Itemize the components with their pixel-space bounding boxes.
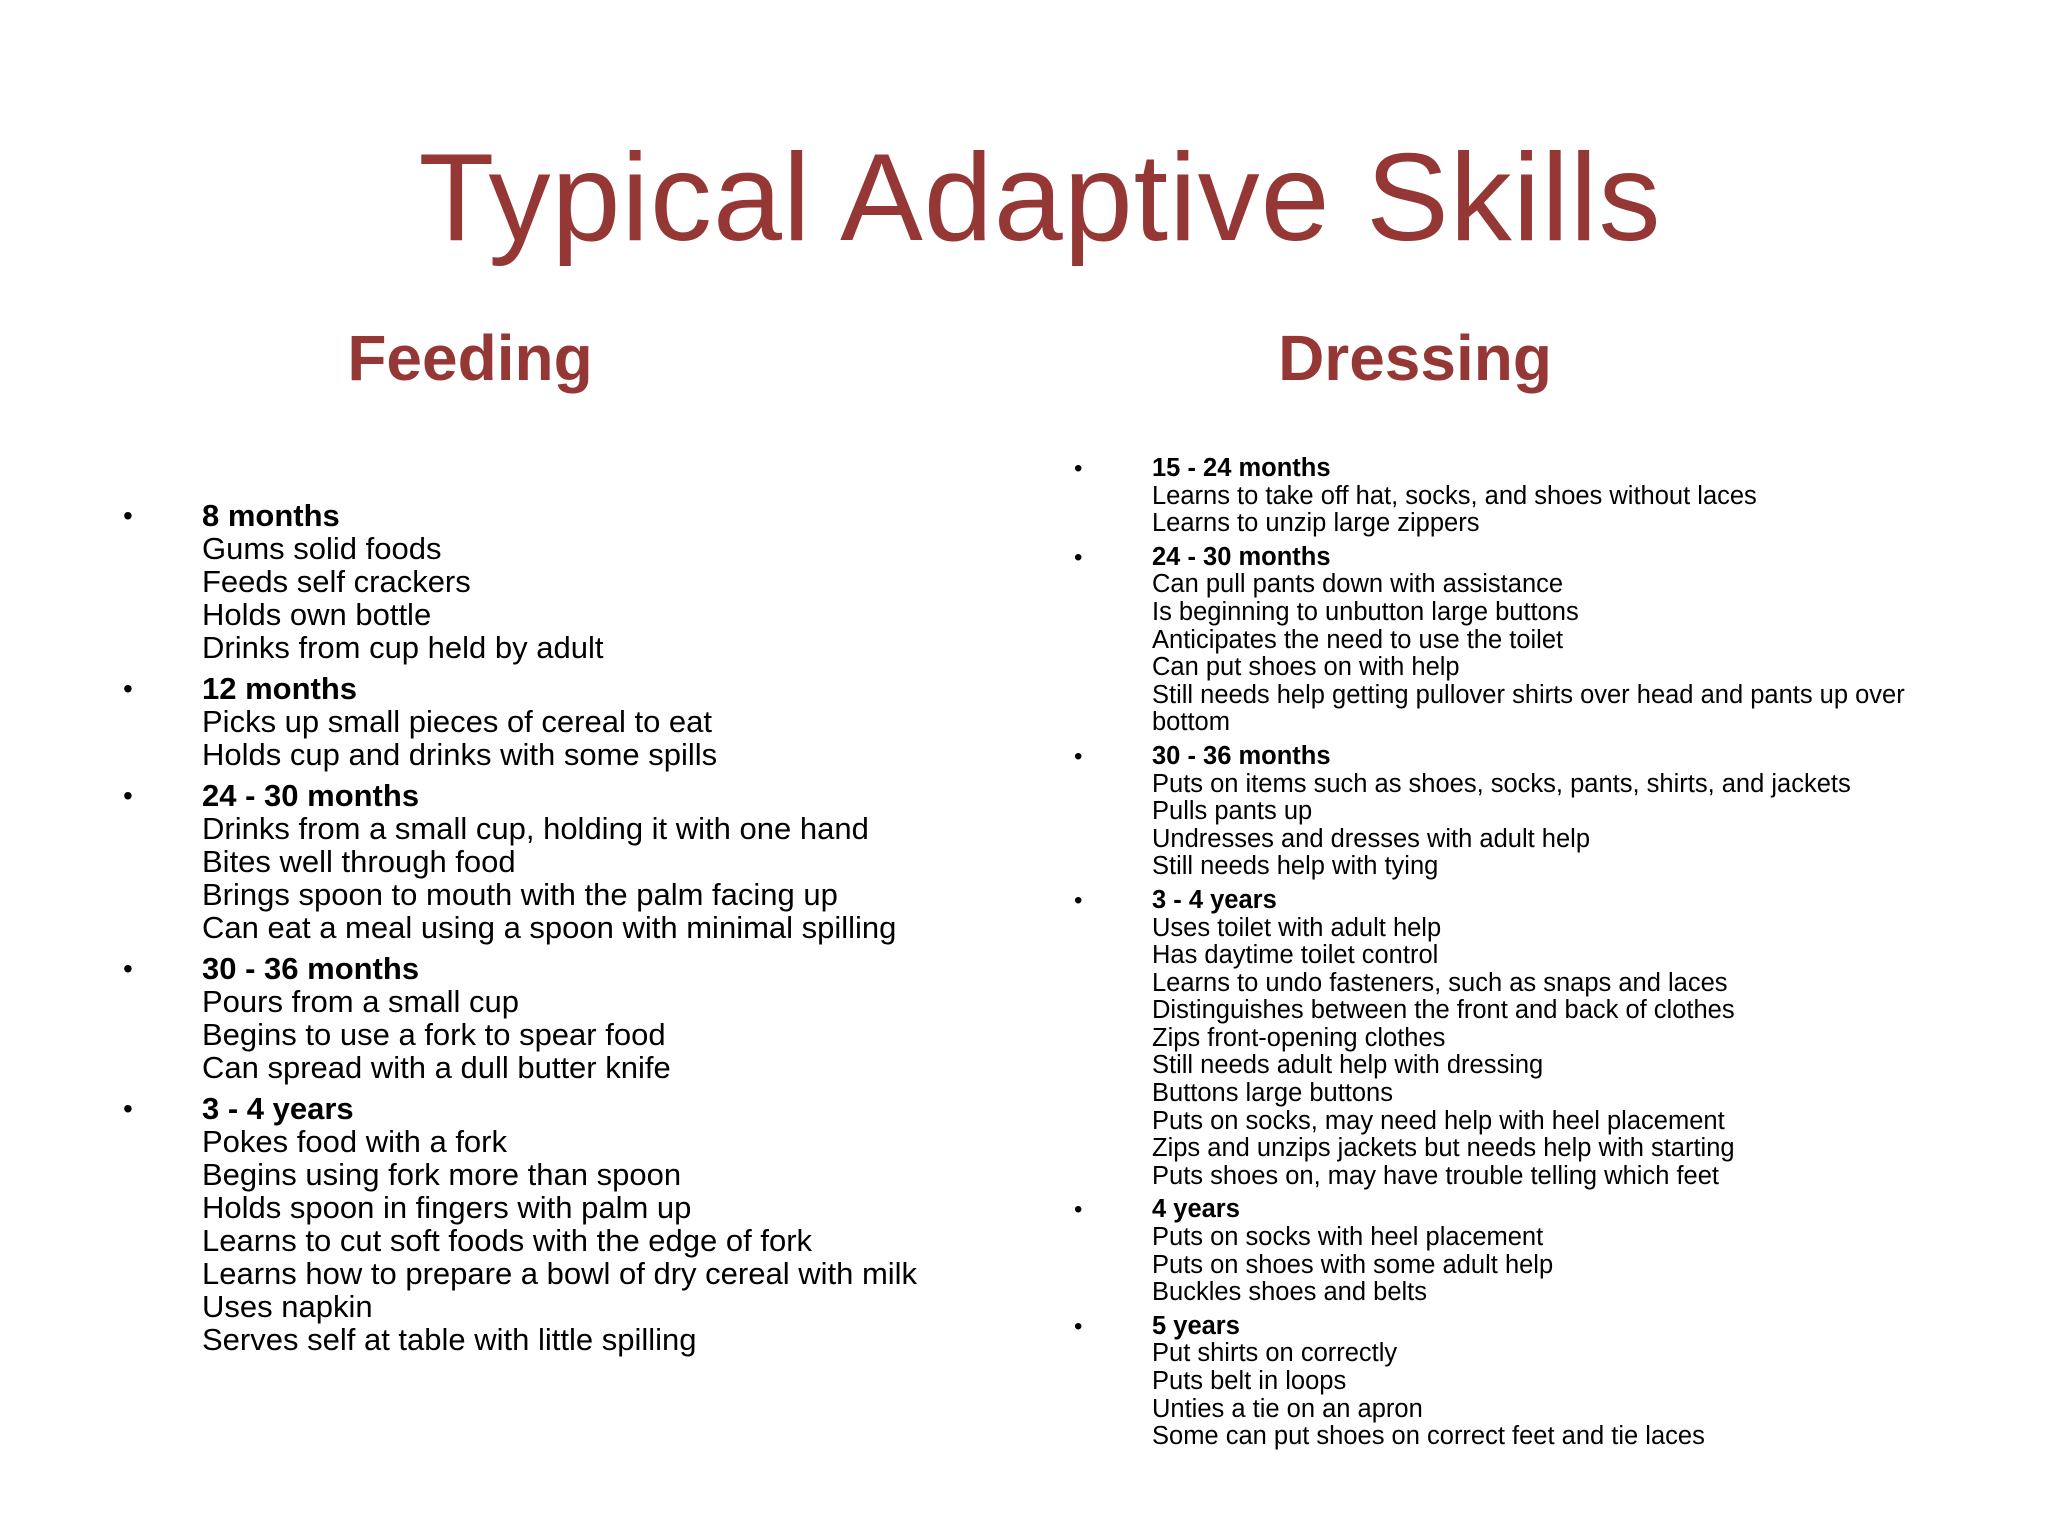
slide-title: Typical Adaptive Skills bbox=[418, 129, 1662, 267]
dressing-skill-item: Buttons large buttons bbox=[1152, 1079, 1393, 1108]
dressing-heading: Dressing bbox=[1278, 322, 1552, 394]
dressing-skill-item: Learns to undo fasteners, such as snaps and laces bbox=[1152, 968, 1728, 997]
dressing-skill-item: Has daytime toilet control bbox=[1152, 941, 1439, 970]
dressing-skill-item: bottom bbox=[1152, 708, 1230, 737]
dressing-skill-item: Put shirts on correctly bbox=[1152, 1339, 1398, 1368]
feeding-skill-item: Can spread with a dull butter knife bbox=[202, 1050, 671, 1085]
feeding-skill-item: Holds spoon in fingers with palm up bbox=[202, 1190, 692, 1225]
feeding-skill-item: Drinks from a small cup, holding it with one hand bbox=[202, 811, 869, 846]
dressing-skill-item: Still needs adult help with dressing bbox=[1152, 1051, 1544, 1080]
feeding-age-label: 8 months bbox=[202, 498, 340, 533]
dressing-skill-item: Puts on socks, may need help with heel placement bbox=[1152, 1106, 1725, 1135]
feeding-skill-item: Serves self at table with little spilling bbox=[202, 1322, 697, 1357]
feeding-skill-item: Gums solid foods bbox=[202, 531, 442, 566]
feeding-skill-item: Uses napkin bbox=[202, 1289, 373, 1324]
bullet-icon: • bbox=[1074, 1312, 1083, 1340]
feeding-age-label: 30 - 36 months bbox=[202, 951, 420, 986]
dressing-group bbox=[1072, 1196, 1972, 1306]
feeding-skill-item: Picks up small pieces of cereal to eat bbox=[202, 704, 713, 739]
feeding-skill-item: Begins using fork more than spoon bbox=[202, 1157, 682, 1192]
dressing-skill-item: Puts belt in loops bbox=[1152, 1367, 1347, 1395]
bullet-icon: • bbox=[1074, 886, 1083, 914]
feeding-age-label: 12 months bbox=[202, 671, 358, 706]
feeding-skill-item: Drinks from cup held by adult bbox=[202, 630, 604, 665]
dressing-skill-item: Undresses and dresses with adult help bbox=[1152, 824, 1590, 853]
dressing-age-label: 3 - 4 years bbox=[1152, 885, 1277, 914]
dressing-skill-item: Is beginning to unbutton large buttons bbox=[1152, 597, 1579, 626]
feeding-skill-item: Begins to use a fork to spear food bbox=[202, 1017, 666, 1052]
feeding-heading: Feeding bbox=[347, 322, 593, 394]
feeding-skill-item: Bites well through food bbox=[202, 844, 516, 879]
dressing-group bbox=[1072, 1313, 1972, 1451]
feeding-age-label: 24 - 30 months bbox=[202, 778, 420, 813]
feeding-group bbox=[120, 672, 1000, 771]
dressing-age-label: 30 - 36 months bbox=[1152, 741, 1331, 770]
feeding-skill-item: Brings spoon to mouth with the palm facing up bbox=[202, 877, 838, 912]
feeding-skill-item: Pokes food with a fork bbox=[202, 1124, 507, 1159]
bullet-icon: • bbox=[1074, 742, 1083, 770]
dressing-skill-item: Can pull pants down with assistance bbox=[1152, 570, 1564, 599]
feeding-skill-item: Feeds self crackers bbox=[202, 564, 471, 599]
dressing-skill-item: Learns to unzip large zippers bbox=[1152, 509, 1480, 538]
feeding-list bbox=[120, 499, 1000, 1364]
feeding-skill-item: Holds own bottle bbox=[202, 597, 432, 632]
feeding-skill-item: Pours from a small cup bbox=[202, 984, 519, 1019]
dressing-group bbox=[1072, 544, 1972, 737]
dressing-skill-item: Still needs help with tying bbox=[1152, 852, 1439, 881]
bullet-icon: • bbox=[123, 780, 133, 811]
dressing-skill-item: Pulls pants up bbox=[1152, 797, 1313, 826]
dressing-skill-item: Puts on items such as shoes, socks, pants, shirts, and jackets bbox=[1152, 769, 1851, 798]
feeding-group bbox=[120, 779, 1000, 944]
feeding-group bbox=[120, 952, 1000, 1084]
dressing-skill-item: Distinguishes between the front and back of clothes bbox=[1152, 996, 1735, 1025]
dressing-age-label: 24 - 30 months bbox=[1152, 542, 1331, 571]
dressing-skill-item: Still needs help getting pullover shirts over head and pants up over bbox=[1152, 680, 1905, 709]
dressing-age-label: 15 - 24 months bbox=[1152, 454, 1331, 482]
feeding-skill-item: Holds cup and drinks with some spills bbox=[202, 737, 718, 772]
bullet-icon: • bbox=[1074, 543, 1083, 571]
dressing-skill-item: Unties a tie on an apron bbox=[1152, 1394, 1423, 1423]
dressing-skill-item: Zips and unzips jackets but needs help with starting bbox=[1152, 1134, 1735, 1163]
bullet-icon: • bbox=[1074, 455, 1083, 482]
feeding-skill-item: Can eat a meal using a spoon with minimal spilling bbox=[202, 910, 897, 945]
dressing-skill-item: Can put shoes on with help bbox=[1152, 653, 1460, 682]
bullet-icon: • bbox=[123, 500, 133, 531]
feeding-group bbox=[120, 1092, 1000, 1356]
feeding-age-label: 3 - 4 years bbox=[202, 1091, 354, 1126]
dressing-skill-item: Puts on socks with heel placement bbox=[1152, 1223, 1544, 1252]
dressing-skill-item: Learns to take off hat, socks, and shoes without laces bbox=[1152, 481, 1757, 510]
bullet-icon: • bbox=[1074, 1196, 1083, 1224]
dressing-skill-item: Uses toilet with adult help bbox=[1152, 913, 1442, 942]
feeding-group bbox=[120, 499, 1000, 664]
feeding-skill-item: Learns to cut soft foods with the edge of fork bbox=[202, 1223, 813, 1258]
dressing-skill-item: Puts shoes on, may have trouble telling which feet bbox=[1152, 1161, 1719, 1190]
bullet-icon: • bbox=[123, 673, 133, 704]
dressing-skill-item: Puts on shoes with some adult help bbox=[1152, 1250, 1554, 1279]
dressing-age-label: 5 years bbox=[1152, 1311, 1240, 1340]
bullet-icon: • bbox=[123, 1093, 133, 1124]
bullet-icon: • bbox=[123, 953, 133, 984]
dressing-skill-item: Some can put shoes on correct feet and tie laces bbox=[1152, 1422, 1705, 1451]
dressing-skill-item: Zips front-opening clothes bbox=[1152, 1023, 1446, 1052]
dressing-group bbox=[1072, 887, 1972, 1191]
dressing-skill-item: Anticipates the need to use the toilet bbox=[1152, 625, 1564, 654]
dressing-group bbox=[1072, 743, 1972, 881]
dressing-list bbox=[1072, 455, 1972, 1457]
dressing-group bbox=[1072, 455, 1972, 538]
feeding-skill-item: Learns how to prepare a bowl of dry cereal with milk bbox=[202, 1256, 918, 1291]
dressing-skill-item: Buckles shoes and belts bbox=[1152, 1278, 1427, 1307]
dressing-age-label: 4 years bbox=[1152, 1195, 1240, 1224]
